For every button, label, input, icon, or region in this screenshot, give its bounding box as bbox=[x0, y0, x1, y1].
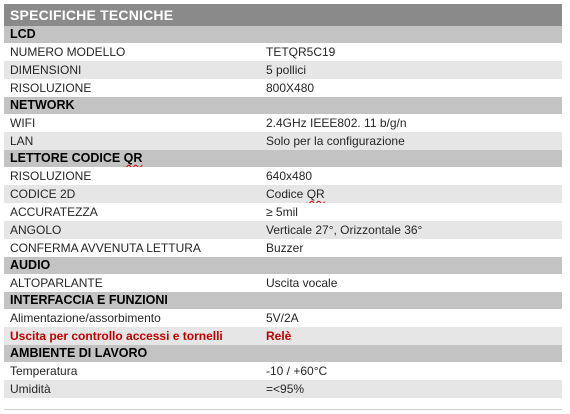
spec-value: 2.4GHz IEEE802. 11 b/g/n bbox=[266, 116, 407, 130]
section-header-network: NETWORK bbox=[4, 97, 562, 114]
spec-label: WIFI bbox=[10, 116, 36, 130]
spec-label: RISOLUZIONE bbox=[10, 169, 92, 183]
spec-label: CONFERMA AVVENUTA LETTURA bbox=[10, 241, 201, 255]
spec-value: 800X480 bbox=[266, 81, 315, 95]
table-row bbox=[4, 185, 562, 203]
table-row bbox=[4, 167, 562, 185]
spec-value: 640x480 bbox=[266, 169, 313, 183]
table-row bbox=[4, 274, 562, 292]
table-row bbox=[4, 132, 562, 150]
spec-label: ALTOPARLANTE bbox=[10, 276, 103, 290]
spec-value: ≥ 5mil bbox=[266, 205, 298, 219]
spellcheck-underlined-text: QR bbox=[123, 151, 143, 165]
spec-value: Buzzer bbox=[266, 241, 304, 255]
section-header-audio: AUDIO bbox=[4, 257, 562, 274]
table-row bbox=[4, 362, 562, 380]
spec-label: CODICE 2D bbox=[10, 187, 76, 201]
table-title: SPECIFICHE TECNICHE bbox=[4, 4, 562, 26]
spec-label: ANGOLO bbox=[10, 223, 62, 237]
section-header-qr-reader bbox=[4, 150, 562, 167]
table-row bbox=[4, 221, 562, 239]
table-row bbox=[4, 203, 562, 221]
spec-value: Solo per la configurazione bbox=[266, 134, 405, 148]
spec-label: NUMERO MODELLO bbox=[10, 45, 126, 59]
table-row-highlighted bbox=[4, 327, 562, 345]
spec-value: Verticale 27°, Orizzontale 36° bbox=[266, 223, 423, 237]
spec-label: Alimentazione/assorbimento bbox=[10, 311, 161, 325]
table-row bbox=[4, 380, 562, 398]
spec-table bbox=[4, 4, 562, 398]
table-row bbox=[4, 79, 562, 97]
spec-value: 5V/2A bbox=[266, 311, 299, 325]
spec-value: Relè bbox=[266, 329, 292, 343]
spec-label: Temperatura bbox=[10, 364, 78, 378]
spellcheck-underlined-text: QR bbox=[306, 187, 325, 201]
spec-value: -10 / +60°C bbox=[266, 364, 328, 378]
spec-label: LAN bbox=[10, 134, 34, 148]
table-row bbox=[4, 114, 562, 132]
spec-value bbox=[266, 185, 325, 203]
spec-value: =<95% bbox=[266, 382, 305, 396]
spec-label: Uscita per controllo accessi e tornelli bbox=[10, 329, 223, 343]
section-header-text: LETTORE CODICE bbox=[10, 151, 124, 165]
spec-label: ACCURATEZZA bbox=[10, 205, 98, 219]
spec-value: Uscita vocale bbox=[266, 276, 338, 290]
spec-label: RISOLUZIONE bbox=[10, 81, 92, 95]
spec-label: Umidità bbox=[10, 382, 51, 396]
spec-label: DIMENSIONI bbox=[10, 63, 82, 77]
section-header-interface: INTERFACCIA E FUNZIONI bbox=[4, 292, 562, 309]
spec-value-text: Codice bbox=[266, 187, 307, 201]
table-row bbox=[4, 43, 562, 61]
section-header-lcd: LCD bbox=[4, 26, 562, 43]
table-row bbox=[4, 239, 562, 257]
spec-value: 5 pollici bbox=[266, 63, 307, 77]
section-header-environment: AMBIENTE DI LAVORO bbox=[4, 345, 562, 362]
spec-value: TETQR5C19 bbox=[266, 45, 336, 59]
table-bottom-border bbox=[4, 409, 562, 410]
table-row bbox=[4, 309, 562, 327]
table-row bbox=[4, 61, 562, 79]
